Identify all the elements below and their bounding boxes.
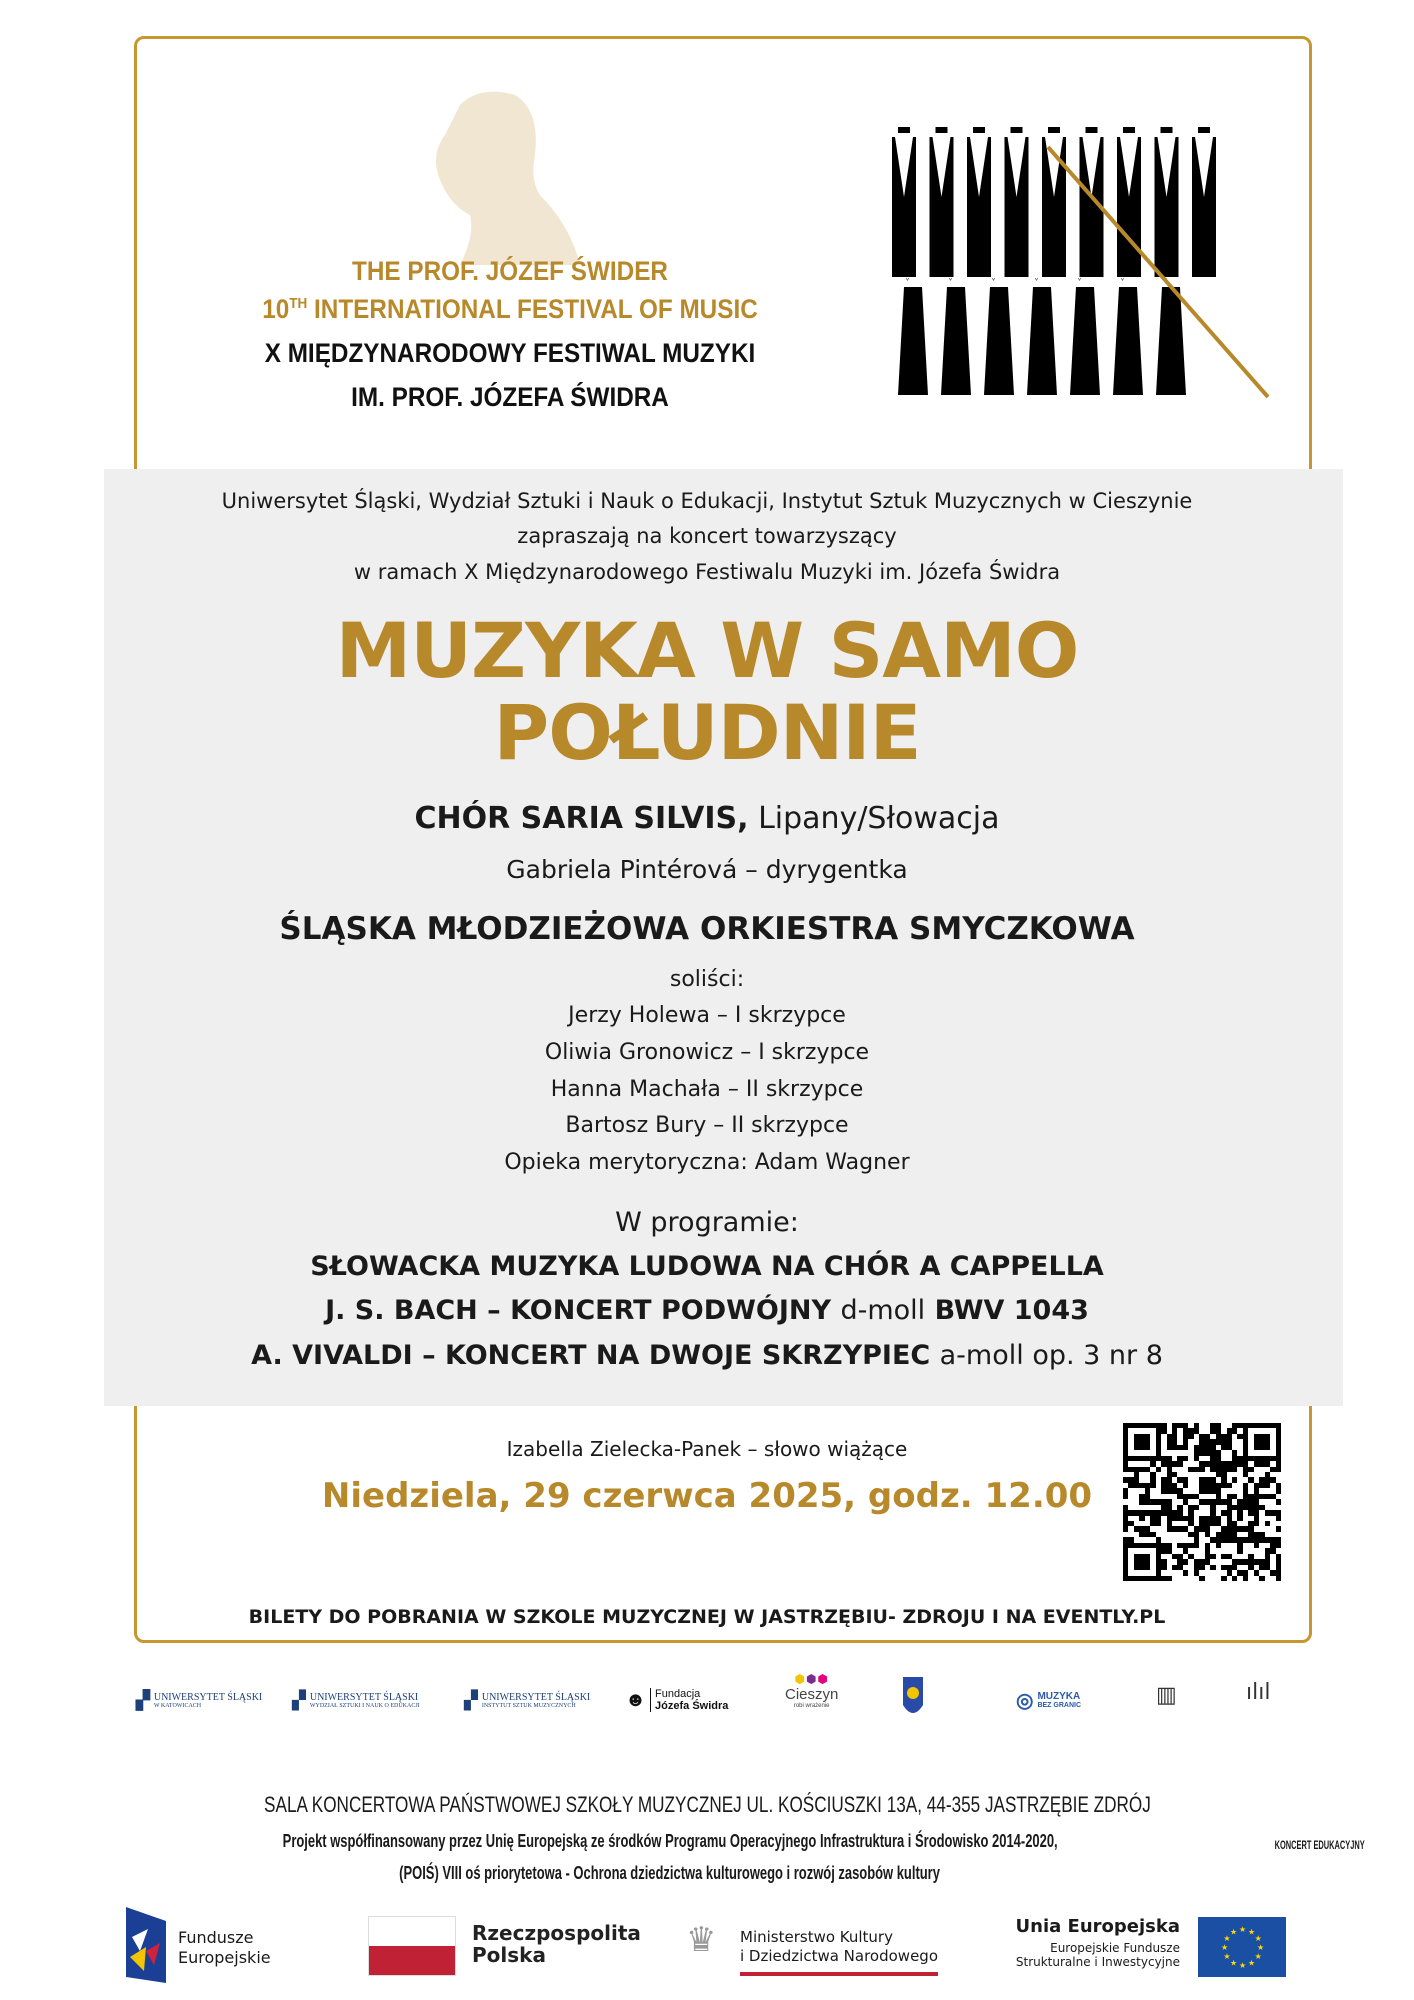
- partner-title: Cieszyn: [785, 1686, 839, 1703]
- edu-wrap: [1240, 1838, 1400, 1852]
- svg-text:ᵛ: ᵛ: [1078, 276, 1082, 285]
- intro-line: w ramach X Międzynarodowego Festiwalu Muzyki im. Józefa Świdra: [353, 560, 1061, 584]
- hexagons-icon: ⬢⬢⬢: [794, 1672, 829, 1686]
- eu-star: ★: [1257, 1943, 1265, 1952]
- eu-star: ★: [1248, 1927, 1256, 1937]
- svg-text:ᵛ: ᵛ: [1035, 276, 1039, 285]
- partner-logo-us-wydzial: [292, 1680, 420, 1720]
- venue: SALA KONCERTOWA PAŃSTWOWEJ SZKOŁY MUZYCZNEJ UL. KOŚCIUSZKI 13A, 44-355 JASTRZĘBIE ZDRÓJ: [263, 1792, 1151, 1817]
- eu-star: ★: [1221, 1943, 1229, 1952]
- eu-star: ★: [1254, 1952, 1262, 1961]
- qr-module: [1276, 1576, 1281, 1581]
- venue-wrap: [0, 1792, 1414, 1818]
- program-text: J. S. BACH – KONCERT PODWÓJNY: [325, 1295, 841, 1326]
- partner-title: Fundacja: [655, 1688, 701, 1700]
- choir-place: Lipany/Słowacja: [748, 801, 1000, 836]
- eu-star: ★: [1223, 1934, 1231, 1943]
- header-line3: X MIĘDZYNARODOWY FESTIWAL MUZYKI: [264, 338, 756, 368]
- program-text: A. VIVALDI – KONCERT NA DWOJE SKRZYPIEC: [251, 1340, 940, 1371]
- ue-line: Strukturalne i Inwestycyjne: [1015, 1955, 1180, 1969]
- partner-title: UNIWERSYTET ŚLĄSKI: [481, 1691, 591, 1703]
- mk-line: Ministerstwo Kultury: [740, 1928, 893, 1946]
- partner-title: UNIWERSYTET ŚLĄSKI: [153, 1691, 263, 1703]
- partner-sub: W KATOWICACH: [153, 1702, 202, 1709]
- partner-sub: WYDZIAŁ SZTUKI I NAUK O EDUKACJI: [309, 1702, 420, 1709]
- rp-line: Polska: [472, 1943, 546, 1967]
- us-logo-icon: ▞: [464, 1689, 478, 1710]
- soloists-label: soliści:: [669, 967, 745, 992]
- project-wrap: [100, 1863, 1240, 1884]
- svg-text:ᵛ: ᵛ: [949, 276, 953, 285]
- project-wrap: [100, 1831, 1240, 1852]
- soloist-item: Oliwia Gronowicz – I skrzypce: [544, 1040, 870, 1065]
- portrait-silhouette-icon: [420, 85, 580, 265]
- header-line2: [195, 294, 825, 325]
- qr-code[interactable]: [1123, 1423, 1281, 1581]
- ue-title: Unia Europejska: [1015, 1916, 1180, 1937]
- eu-star: ★: [1230, 1958, 1238, 1968]
- header-line1: THE PROF. JÓZEF ŚWIDER: [352, 256, 668, 286]
- title-line2: POŁUDNIE: [493, 688, 921, 777]
- us-logo-icon: ▞: [136, 1689, 150, 1710]
- soloist-item: Jerzy Holewa – I skrzypce: [568, 1003, 846, 1028]
- eu-star: ★: [1254, 1934, 1262, 1943]
- soloist-item: Bartosz Bury – II skrzypce: [565, 1113, 849, 1138]
- eu-star: ★: [1223, 1952, 1231, 1961]
- program-catalog: BWV 1043: [925, 1295, 1089, 1326]
- supervisor: Opieka merytoryczna: Adam Wagner: [504, 1150, 910, 1175]
- program-item: [0, 1340, 1414, 1371]
- svg-text:ᵛ: ᵛ: [992, 276, 996, 285]
- conductor: Gabriela Pintérová – dyrygentka: [506, 855, 908, 884]
- title-line1: MUZYKA W SAMO: [335, 606, 1079, 695]
- partner-logo-us-katowice: [136, 1680, 262, 1720]
- header-num: 10: [262, 294, 290, 324]
- fe-line: Fundusze: [178, 1928, 254, 1947]
- partner-title: MUZYKA: [1037, 1691, 1081, 1702]
- program-key: d-moll: [840, 1295, 926, 1326]
- mk-line: i Dziedzictwa Narodowego: [740, 1947, 938, 1965]
- program-item: [0, 1251, 1414, 1282]
- tickets-info: BILETY DO POBRANIA W SZKOLE MUZYCZNEJ W JASTRZĘBIU- ZDROJU I NA EVENTLY.PL: [248, 1606, 1166, 1628]
- intro-line: Uniwersytet Śląski, Wydział Sztuki i Nauk o Edukacji, Instytut Sztuk Muzycznych w Cieszynie: [221, 489, 1193, 513]
- program-key: a-moll op. 3 nr 8: [939, 1340, 1163, 1371]
- soundwave-logo-icon: ılıl: [1246, 1680, 1271, 1705]
- program-text: SŁOWACKA MUZYKA LUDOWA NA CHÓR A CAPPELLA: [310, 1251, 1104, 1282]
- program-item: [0, 1295, 1414, 1326]
- partner-logo-us-instytut: [464, 1680, 590, 1720]
- polish-flag-icon: [368, 1916, 456, 1976]
- partner-logo-fundacja: [625, 1680, 728, 1720]
- fe-text: [178, 1928, 271, 1968]
- svg-text:ᵛ: ᵛ: [1121, 276, 1125, 285]
- rp-text: [472, 1922, 641, 1966]
- choir-line: [0, 801, 1414, 836]
- partner-logo-cieszyn: [785, 1672, 838, 1709]
- header-sup: TH: [289, 295, 308, 312]
- eu-star: ★: [1248, 1958, 1256, 1968]
- orchestra: ŚLĄSKA MŁODZIEŻOWA ORKIESTRA SMYCZKOWA: [279, 911, 1135, 947]
- header-rest: INTERNATIONAL FESTIVAL OF MUSIC: [307, 294, 758, 324]
- us-logo-icon: ▞: [292, 1689, 306, 1710]
- partner-title: UNIWERSYTET ŚLĄSKI: [309, 1691, 419, 1703]
- partner-logo-muzyka-bez-granic: [1016, 1680, 1081, 1720]
- svg-text:ᵛ: ᵛ: [906, 276, 910, 285]
- coat-of-arms-icon: [902, 1675, 924, 1721]
- partner-sub: BEZ GRANIC: [1037, 1702, 1082, 1709]
- partner-sub: robi wrażenie: [793, 1703, 830, 1709]
- header-line4: IM. PROF. JÓZEFA ŚWIDRA: [351, 382, 669, 412]
- partner-sub: Józefa Świdra: [655, 1700, 729, 1712]
- partner-sub: INSTYTUT SZTUK MUZYCZNYCH: [481, 1702, 576, 1709]
- intro-line: zapraszają na koncert towarzyszący: [517, 524, 897, 548]
- choir-name: CHÓR SARIA SILVIS,: [414, 801, 749, 836]
- soloist-item: Hanna Machała – II skrzypce: [550, 1077, 864, 1102]
- eagle-icon: ♛: [686, 1920, 717, 1960]
- project-line: (POIŚ) VIII oś priorytetowa - Ochrona dziedzictwa kulturowego i rozwój zasobów kultury: [399, 1863, 941, 1883]
- fe-line: Europejskie: [178, 1948, 271, 1967]
- spiral-icon: ◎: [1016, 1689, 1034, 1712]
- ue-line: Europejskie Fundusze: [1050, 1941, 1180, 1955]
- ue-text: [990, 1916, 1180, 1969]
- eu-star: ★: [1230, 1927, 1238, 1937]
- event-date: Niedziela, 29 czerwca 2025, godz. 12.00: [321, 1476, 1093, 1516]
- educational-concert-label: KONCERT EDUKACYJNY: [1274, 1838, 1366, 1852]
- eu-flag-icon: [1198, 1917, 1286, 1977]
- eu-star: ★: [1239, 1961, 1247, 1970]
- eu-star: ★: [1239, 1925, 1247, 1934]
- portrait-icon: ☻: [625, 1688, 647, 1711]
- project-line: Projekt współfinansowany przez Unię Europejską ze środków Programu Operacyjnego Infrastruktura i Środowisko 2014-2020,: [282, 1831, 1058, 1851]
- program-label: W programie:: [615, 1207, 799, 1238]
- choir-conductor-graphic-icon: [892, 127, 1272, 402]
- school-logo-icon: ▥: [1156, 1683, 1177, 1708]
- rp-line: Rzeczpospolita: [472, 1921, 641, 1945]
- narrator: Izabella Zielecka-Panek – słowo wiążące: [506, 1437, 908, 1461]
- mk-text: [740, 1928, 938, 1976]
- european-funds-icon: [126, 1907, 168, 1983]
